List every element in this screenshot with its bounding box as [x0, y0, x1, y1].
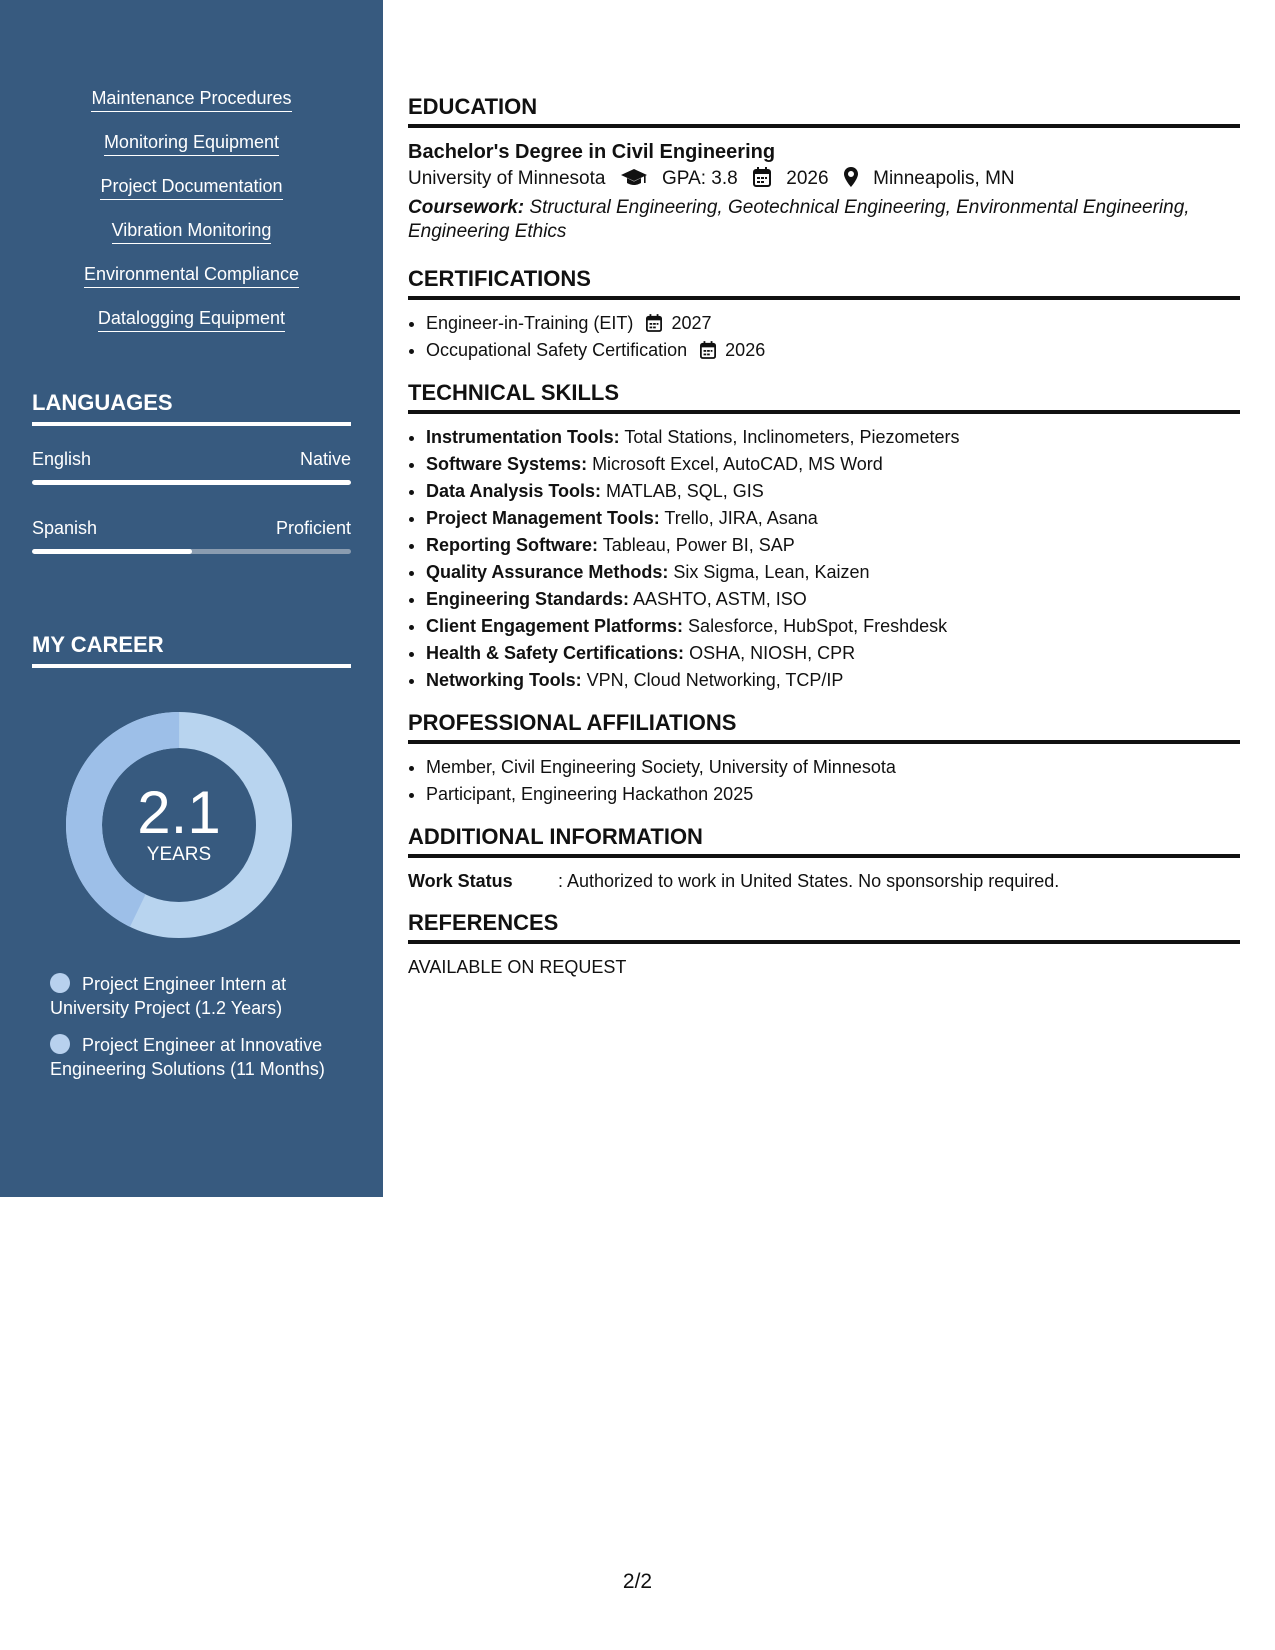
- skill-label: Reporting Software:: [426, 535, 599, 555]
- education-location: Minneapolis, MN: [873, 168, 1015, 189]
- language-row: [32, 449, 351, 470]
- languages-title: LANGUAGES: [32, 390, 351, 426]
- skill-value: MATLAB, SQL, GIS: [601, 481, 764, 501]
- technical-skills-title: TECHNICAL SKILLS: [408, 380, 1240, 414]
- skill-item: [426, 613, 1240, 640]
- affiliations-list: [408, 754, 1240, 808]
- education-title: EDUCATION: [408, 94, 1240, 128]
- language-name: English: [32, 449, 92, 469]
- skill-label: Data Analysis Tools:: [426, 481, 602, 501]
- skill-label: Client Engagement Platforms:: [426, 616, 684, 636]
- certification-item: [426, 337, 1240, 364]
- career-unit: YEARS: [146, 844, 212, 865]
- skill-item: [426, 478, 1240, 505]
- skill-tag: Project Documentation: [100, 174, 282, 200]
- skill-label: Health & Safety Certifications:: [426, 643, 685, 663]
- education-details: [408, 166, 1240, 192]
- language-bar-fill: [32, 549, 192, 554]
- technical-skills-list: [408, 424, 1240, 694]
- career-total: 2.1: [137, 779, 221, 846]
- language-row: [32, 518, 351, 539]
- coursework: [408, 196, 1240, 244]
- skill-value: Trello, JIRA, Asana: [659, 508, 818, 528]
- page-number: 2/2: [622, 1570, 653, 1593]
- certification-year: 2026: [725, 340, 766, 360]
- certification-item: [426, 310, 1240, 337]
- skill-label: Quality Assurance Methods:: [426, 562, 669, 582]
- certifications-title: CERTIFICATIONS: [408, 266, 1240, 300]
- graduation-year: 2026: [786, 168, 829, 189]
- skill-tag: Datalogging Equipment: [98, 306, 285, 332]
- career-item-label: Project Engineer at Innovative Engineering Solutions (11 Months): [50, 1035, 325, 1079]
- work-status-row: [408, 868, 1240, 894]
- affiliation-item: • Member, Civil Engineering Society, University of Minnesota: [426, 754, 1240, 781]
- language-level: Proficient: [275, 518, 351, 538]
- sidebar: [0, 0, 383, 1197]
- location-pin-icon: [844, 167, 858, 187]
- skill-label: Software Systems:: [426, 454, 588, 474]
- skill-item: [426, 586, 1240, 613]
- skill-value: Salesforce, HubSpot, Freshdesk: [683, 616, 948, 636]
- skill-tag: Vibration Monitoring: [112, 218, 272, 244]
- gpa: GPA: 3.8: [662, 168, 738, 189]
- skill-tag: Maintenance Procedures: [91, 86, 291, 112]
- references-text: AVAILABLE ON REQUEST: [408, 957, 627, 977]
- skills-list: [0, 86, 383, 350]
- work-status-value: : Authorized to work in United States. No sponsorship required.: [558, 871, 1060, 891]
- work-status-label: Work Status: [408, 871, 513, 891]
- skill-item: [426, 424, 1240, 451]
- career-item: [50, 972, 350, 1020]
- career-item-label: Project Engineer Intern at University Project (1.2 Years): [50, 974, 287, 1018]
- skill-item: [426, 532, 1240, 559]
- skill-label: Networking Tools:: [426, 670, 582, 690]
- skill-value: Six Sigma, Lean, Kaizen: [668, 562, 870, 582]
- language-bar: [32, 480, 351, 485]
- legend-dot-icon: [50, 973, 70, 993]
- skill-tag: Monitoring Equipment: [104, 130, 279, 156]
- coursework-list: Structural Engineering, Geotechnical Engineering, Environmental Engineering, Engineering Ethics: [408, 197, 1190, 242]
- language-name: Spanish: [32, 518, 98, 538]
- skill-item: [426, 451, 1240, 478]
- skill-label: Instrumentation Tools:: [426, 427, 620, 447]
- language-bar: [32, 549, 351, 554]
- legend-dot-icon: [50, 1034, 70, 1054]
- skill-item: [426, 559, 1240, 586]
- main-content: [408, 94, 1240, 980]
- skill-value: AASHTO, ASTM, ISO: [629, 589, 807, 609]
- calendar-icon: [646, 314, 662, 332]
- skill-value: VPN, Cloud Networking, TCP/IP: [581, 670, 844, 690]
- school-name: University of Minnesota: [408, 168, 606, 189]
- language-bar-fill: [32, 480, 351, 485]
- certification-name: Engineer-in-Training (EIT): [426, 313, 634, 333]
- skill-item: [426, 505, 1240, 532]
- additional-info-title: ADDITIONAL INFORMATION: [408, 824, 1240, 858]
- affiliations-title: PROFESSIONAL AFFILIATIONS: [408, 710, 1240, 744]
- career-item: [50, 1033, 350, 1081]
- skill-tag: Environmental Compliance: [84, 262, 299, 288]
- skill-item: [426, 667, 1240, 694]
- skill-label: Project Management Tools:: [426, 508, 660, 528]
- coursework-label: Coursework:: [408, 197, 525, 218]
- graduation-cap-icon: [621, 169, 647, 187]
- affiliation-item: • Participant, Engineering Hackathon 2025: [426, 781, 1240, 808]
- skill-label: Engineering Standards:: [426, 589, 630, 609]
- career-title: MY CAREER: [32, 632, 351, 668]
- calendar-icon: [753, 167, 771, 187]
- references-title: REFERENCES: [408, 910, 1240, 944]
- certification-year: 2027: [671, 313, 712, 333]
- calendar-icon: [700, 341, 716, 359]
- skill-value: Tableau, Power BI, SAP: [598, 535, 795, 555]
- skill-value: Microsoft Excel, AutoCAD, MS Word: [587, 454, 883, 474]
- skill-value: Total Stations, Inclinometers, Piezometers: [619, 427, 960, 447]
- skill-item: [426, 640, 1240, 667]
- certification-name: Occupational Safety Certification: [426, 340, 688, 360]
- degree-name: Bachelor's Degree in Civil Engineering: [408, 141, 776, 163]
- language-level: Native: [299, 449, 351, 469]
- skill-value: OSHA, NIOSH, CPR: [684, 643, 856, 663]
- certifications-list: [408, 310, 1240, 364]
